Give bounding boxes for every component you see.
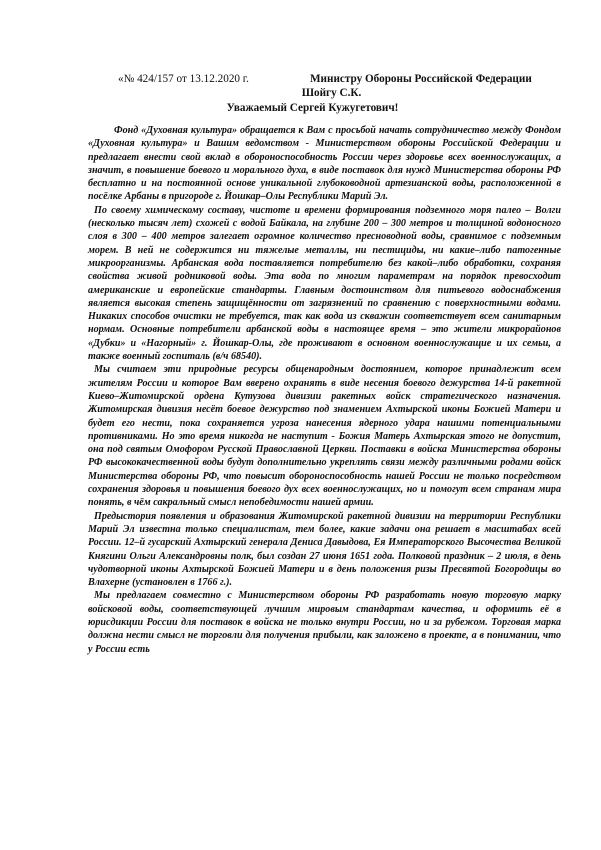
recipient-name: Шойгу С.К. <box>301 87 362 99</box>
paragraph-5: Мы предлагаем совместно с Министерством обороны РФ разработать новую торговую марку войсковой воды, соответствующей лучшим мировым стандартам качества, и оформить её в юрисдикции России для поставок в войска не только внутри России, но и за рубежом. Торговая марка должна нести смысл не торговли для получения прибыли, как заложено в проекте, а в понимании, что у России есть <box>88 590 561 655</box>
recipient-title: Министру Обороны Российской Федерации <box>310 73 532 85</box>
paragraph-2: По своему химическому составу, чистоте и времени формирования подземного моря палео – Волги (несколько тысяч лет) схожей с водой Байкала, на глубине 200 – 300 метров и толщиной водоносного слоя в 300 – 400 метров залегает огромное количество пресноводной воды, сравнимое с подземным морем. В ней не содержится ни тяжелые металлы, ни пестициды, ни какие–либо патогенные микроорганизмы. Арбанская вода поставляется потребителю без какой–либо обработки, сохраняя свойства живой родниковой воды. Эта вода по многим параметрам на порядок превосходит американские и европейские стандарты. Главным достоинством для питьевого водоснабжения является высокая степень защищённости от загрязнений по сравнению с поверхностными водами. Никаких способов очистки не требуется, так как вода из скважин соответствует всем санитарным нормам. Основные потребители арбанской воды в настоящее время – это жители микрорайонов «Дубки» и «Нагорный» г. Йошкар-Олы, где проживают в основном военнослужащие и их семьи, а также военный госпиталь (в/ч 68540). <box>88 204 561 363</box>
greeting: Уважаемый Сергей Кужугетович! <box>226 102 399 114</box>
paragraph-1: Фонд «Духовная культура» обращается к Вам с просьбой начать сотрудничество между Фондом «Духовная культура» и Вашим ведомством - Министерством обороны Российской Федерации и предлагает внести свой вклад в обороноспособность России через здоровье всех военнослужащих, а значит, в повышение боевого и морального духа, в виде поставок для нужд Министерства обороны РФ бесплатно и на постоянной основе уникальной глубоководной артезианской воды, расположенной в посёлке Арбаны в пригороде г. Йошкар–Олы Республики Марий Эл. <box>88 125 561 203</box>
letter-reference: «№ 424/157 от 13.12.2020 г. <box>118 73 249 85</box>
paragraph-3: Мы считаем эти природные ресурсы общенародным достоянием, которое принадлежит всем жителям России и которое Вам вверено охранять в виде несения боевого дежурства 14-й ракетной Киево–Житомирской ордена Кутузова дивизии ракетных войск стратегического назначения. Житомирская дивизия несёт боевое дежурство под знамением Ахтырской иконы Божией Матери и будет его нести, пока сохраняется угроза нанесения ядерного удара нашими потенциальными противниками. Но это время никогда не наступит - Божия Матерь Ахтырская этого не допустит, она под святым Омофором Русской Православной Церкви. Поставки в войска Министерства обороны РФ высококачественной воды будут дополнительно укреплять связи между различными родами войск Министерства обороны РФ, что повысит обороноспособность нашей России не только посредством сохранения здоровья и повышения боевого дух всех военнослужащих, но и помогут всем странам мира понять, в чём сакральный смысл непобедимости нашей армии. <box>88 364 561 509</box>
letter-body <box>88 124 561 656</box>
paragraph-4: Предыстория появления и образования Житомирской ракетной дивизии на территории Республики Марий Эл известна только специалистам, тем более, какие задачи она решает в масштабах всей России. 12–й гусарский Ахтырский генерала Дениса Давыдова, Ея Императорского Высочества Великой Княгини Ольги Александровны полк, был создан 27 июня 1651 года. Полковой праздник – 2 июля, в день чудотворной иконы Ахтырской Божией Матери и в день положения ризы Пресвятой Богородицы во Влахерне (установлен в 1766 г.). <box>88 510 561 589</box>
